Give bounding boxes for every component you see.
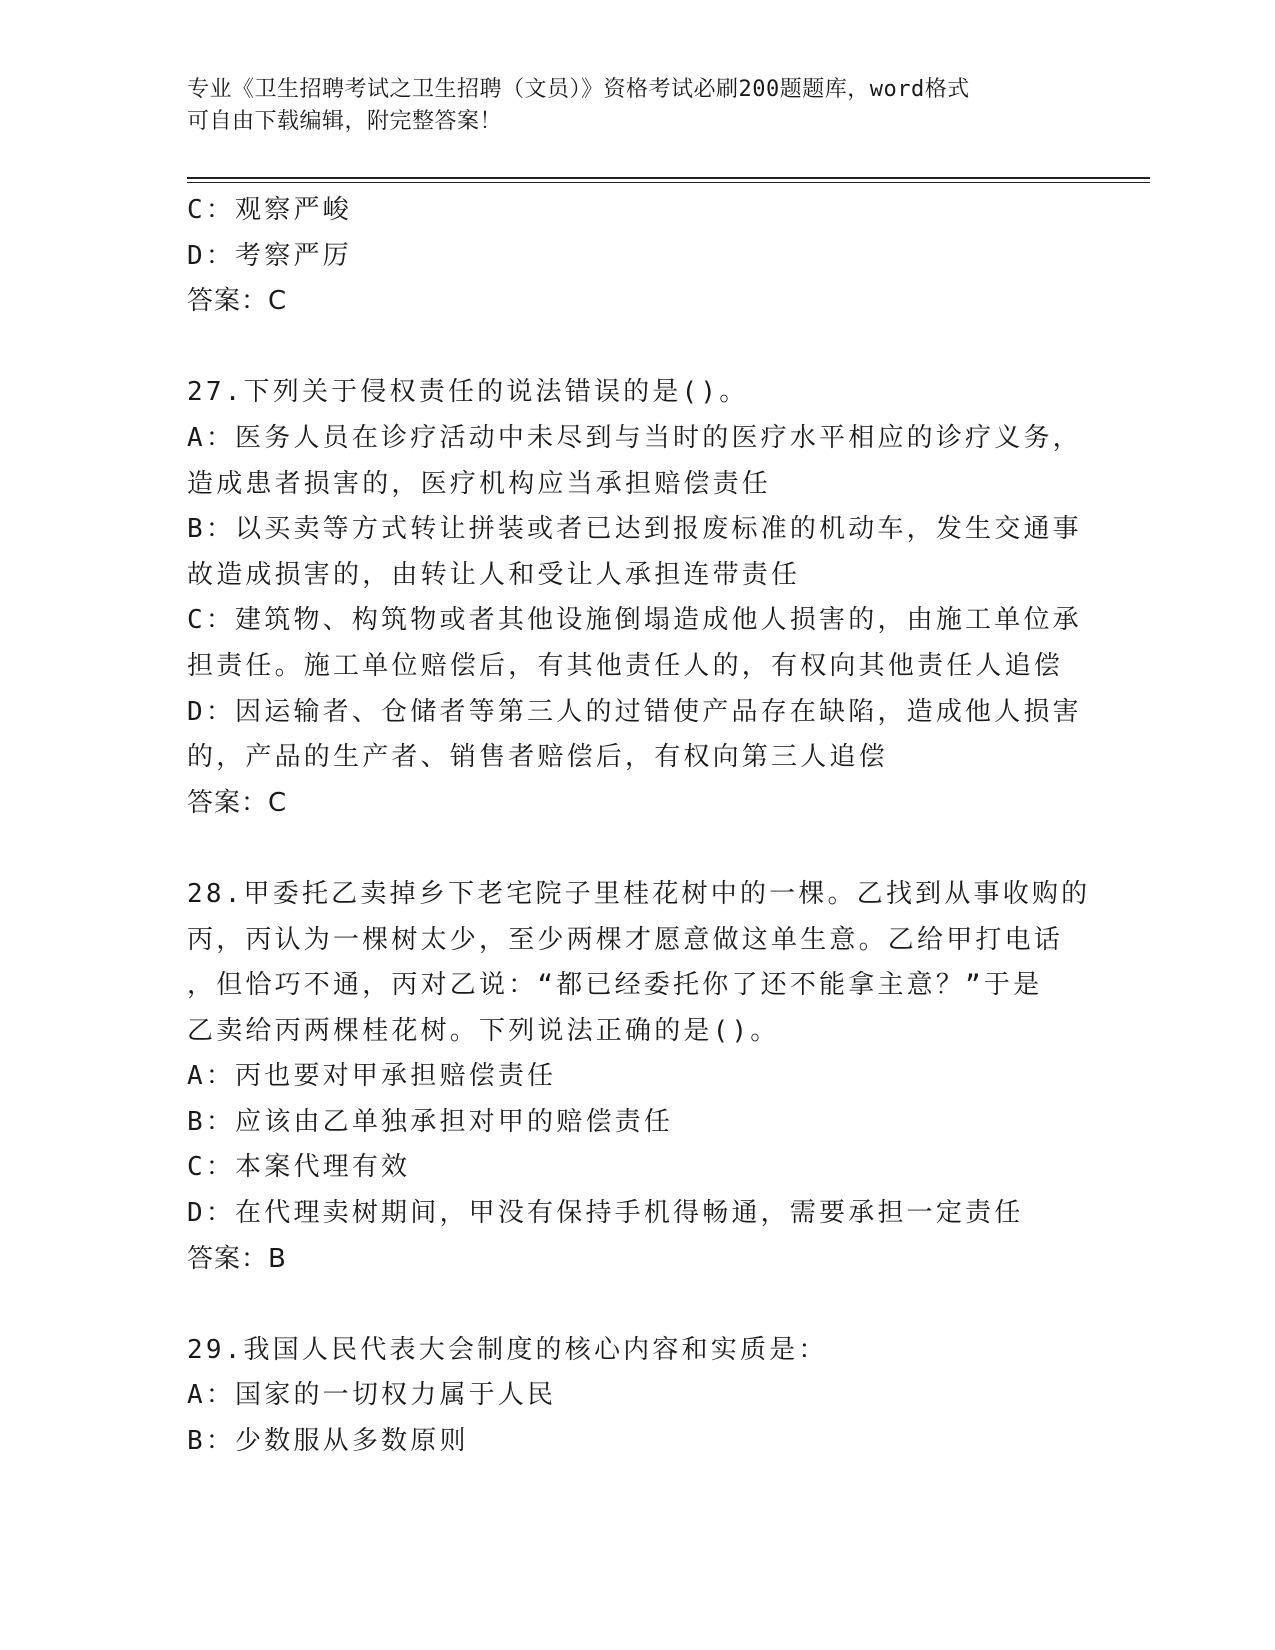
question-content	[187, 188, 1091, 1465]
header-divider-thin	[187, 182, 1150, 183]
document-header	[187, 74, 1067, 138]
q27-option-b-line-2: 故造成损害的，由转让人和受让人承担连带责任	[187, 559, 801, 590]
q28-option-b: B：应该由乙单独承担对甲的赔偿责任	[187, 1106, 674, 1137]
q28-stem-line-3: ，但恰巧不通，丙对乙说：“都已经委托你了还不能拿主意？”于是	[187, 970, 1043, 1001]
q28-option-c: C：本案代理有效	[187, 1152, 411, 1183]
q28-stem-line-4: 乙卖给丙两棵桂花树。下列说法正确的是()。	[187, 1015, 780, 1046]
question-29	[187, 1328, 1087, 1465]
q26-answer: 答案：C	[187, 286, 288, 317]
q27-option-a-line-2: 造成患者损害的，医疗机构应当承担赔偿责任	[187, 468, 772, 499]
q29-option-a: A：国家的一切权力属于人民	[187, 1380, 557, 1411]
q26-option-c: C：观察严峻	[187, 195, 352, 225]
header-divider-thick	[187, 177, 1150, 179]
header-line-2: 可自由下载编辑，附完整答案！	[187, 109, 503, 134]
q29-option-b: B：少数服从多数原则	[187, 1426, 469, 1457]
q27-stem: 27.下列关于侵权责任的说法错误的是()。	[187, 377, 749, 408]
q27-option-b-line-1: B：以买卖等方式转让拼装或者已达到报废标准的机动车，发生交通事	[187, 514, 1082, 545]
spacer	[187, 826, 1087, 872]
q27-option-d-line-2: 的，产品的生产者、销售者赔偿后，有权向第三人追偿	[187, 742, 888, 773]
question-28	[187, 872, 1091, 1282]
q27-option-c-line-1: C：建筑物、构筑物或者其他设施倒塌造成他人损害的，由施工单位承	[187, 605, 1082, 636]
question-26-tail	[187, 188, 1087, 325]
q27-answer: 答案：C	[187, 787, 288, 818]
q27-option-d-line-1: D：因运输者、仓储者等第三人的过错使产品存在缺陷，造成他人损害	[187, 696, 1082, 727]
header-line-1: 专业《卫生招聘考试之卫生招聘（文员）》资格考试必刷200题题库，word格式	[187, 77, 970, 102]
spacer	[187, 1282, 1087, 1328]
q28-option-d: D：在代理卖树期间，甲没有保持手机得畅通，需要承担一定责任	[187, 1198, 1024, 1229]
q29-stem: 29.我国人民代表大会制度的核心内容和实质是：	[187, 1334, 828, 1365]
q27-option-a-line-1: A：医务人员在诊疗活动中未尽到与当时的医疗水平相应的诊疗义务，	[187, 422, 1082, 453]
spacer	[187, 325, 1087, 371]
q28-stem-line-1: 28.甲委托乙卖掉乡下老宅院子里桂花树中的一棵。乙找到从事收购的	[187, 878, 1091, 909]
q28-stem-line-2: 丙，丙认为一棵树太少，至少两棵才愿意做这单生意。乙给甲打电话	[187, 924, 1064, 955]
q28-answer: 答案：B	[187, 1243, 287, 1274]
question-27	[187, 370, 1087, 826]
q28-option-a: A：丙也要对甲承担赔偿责任	[187, 1061, 557, 1092]
q27-option-c-line-2: 担责任。施工单位赔偿后，有其他责任人的，有权向其他责任人追偿	[187, 650, 1064, 681]
q26-option-d: D：考察严厉	[187, 240, 352, 271]
